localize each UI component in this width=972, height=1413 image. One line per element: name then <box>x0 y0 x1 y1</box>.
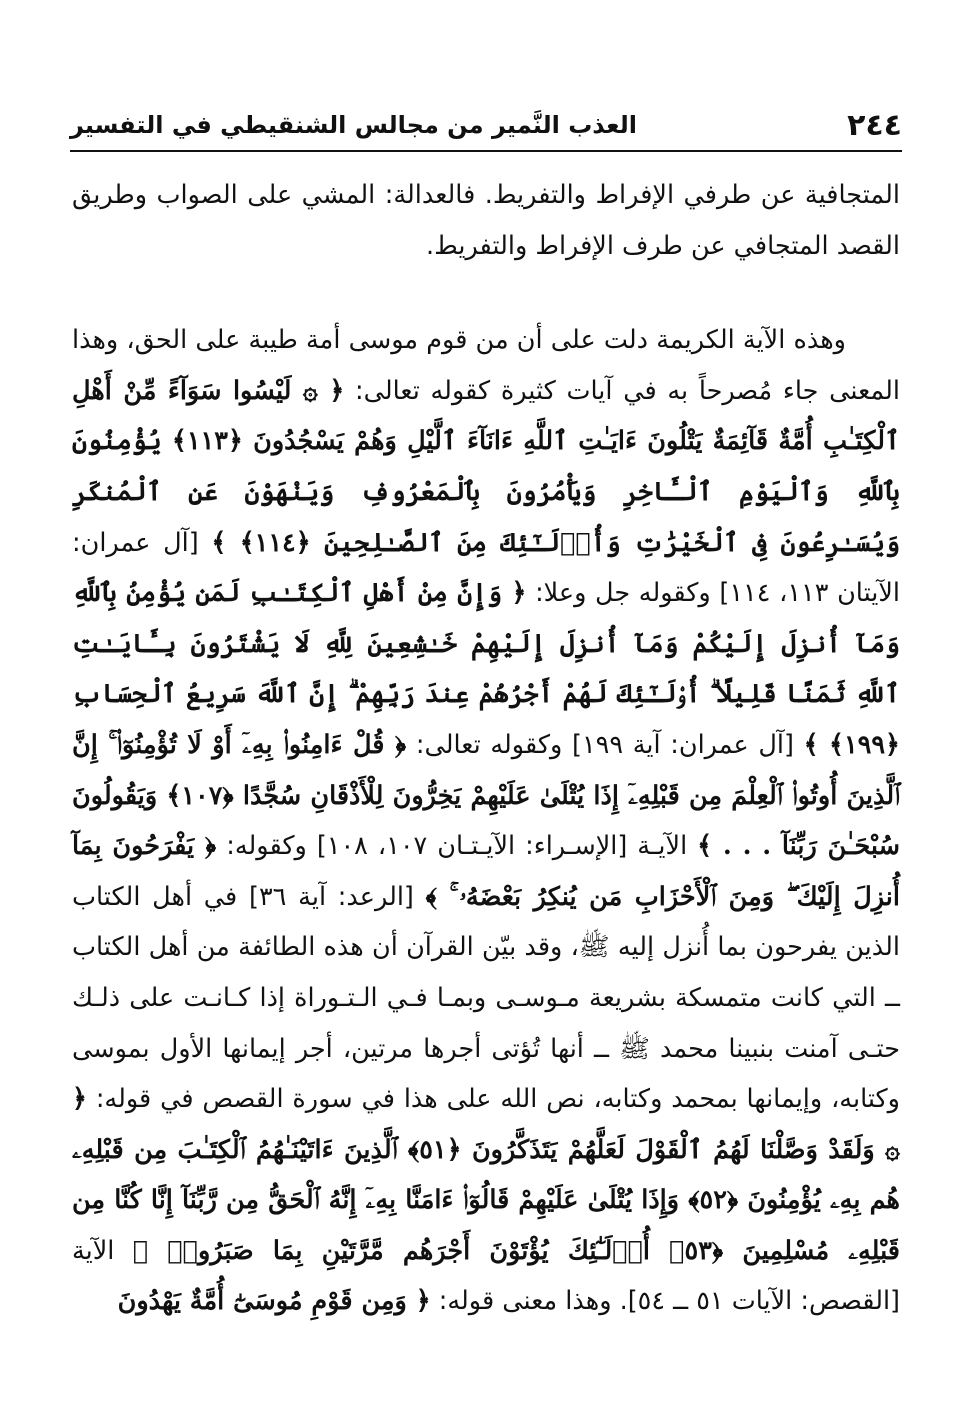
paragraph-1-text: المتجافية عن طرفي الإفراط والتفريط. فالعدالة: المشي على الصواب وطريق القصد المتجافي عن طرف الإفراط والتفريط. <box>72 180 900 261</box>
quran-verse-ar-rad-36: ﴿ يَفْرَحُونَ بِمَآ أُنزِلَ إِلَيْكَ ۖ وَمِنَ ٱلْأَحْزَابِ مَن يُنكِرُ بَعْضَهُۥ ۚ ﴾ <box>72 831 900 912</box>
paragraph-2-text-6: الآية [القصص: الآيات ٥١ ــ ٥٤]. وهذا معنى قوله: <box>72 1235 900 1317</box>
paragraph-2-text-5: [الرعد: آية ٣٦] في أهل الكتاب الذين يفرحون بما أُنزل إليه ﷺ، وقد بيّن القرآن أن هذه الطائفة من أهل الكتاب ــ التي كانت متمسكة بشريعة مـوسـى وبمـا فـي الـتـوراة إذا كـانـت على ذلـك حتـى آمنت بنبينا محمد ﷺ ــ أنها تُؤتى أجرها مرتين، أجر إيمانها الأول بموسى وكتابه، وإيمانها بمحمد وكتابه، نص الله على هذا في سورة القصص في قوله: <box>72 881 900 1115</box>
running-title: العذب النَّمير من مجالس الشنقيطي في التفسير <box>70 111 637 139</box>
quran-verse-al-imran-199: ﴿ وَإِنَّ مِنْ أَهْلِ ٱلْكِتَـٰبِ لَمَن يُؤْمِنُ بِٱللَّهِ وَمَآ أُنزِلَ إِلَيْكُمْ وَمَآ أُنزِلَ إِلَيْهِمْ خَـٰشِعِينَ لِلَّهِ لَا يَشْتَرُونَ بِـَٔايَـٰتِ ٱللَّهِ ثَمَنًا قَلِيلًا ۗ أُو۟لَـٰٓئِكَ لَهُمْ أَجْرُهُمْ عِندَ رَبِّهِمْ ۗ إِنَّ ٱللَّهَ سَرِيعُ ٱلْحِسَابِ ﴿١٩٩﴾ ﴾ <box>72 578 900 760</box>
paragraph-2-text-2: [آل عمران: الآيتان ١١٣، ١١٤] وكقوله جل وعلا: <box>72 527 900 609</box>
page-number: ٢٤٤ <box>847 107 902 143</box>
page-header <box>70 102 902 148</box>
body-text <box>72 170 900 1327</box>
quran-verse-al-imran-113-114: ﴿ ۞ لَيْسُوا سَوَآءً مِّنْ أَهْلِ ٱلْكِتَـٰبِ أُمَّةٌ قَآئِمَةٌ يَتْلُونَ ءَايَـٰتِ ٱللَّهِ ءَانَآءَ ٱلَّيْلِ وَهُمْ يَسْجُدُونَ ﴿١١٣﴾ يُؤْمِنُونَ بِٱللَّهِ وَٱلْيَوْمِ ٱلْـَٔاخِرِ وَيَأْمُرُونَ بِٱلْمَعْرُوفِ وَيَنْهَوْنَ عَنِ ٱلْمُنكَرِ وَيُسَـٰرِعُونَ فِى ٱلْخَيْرَٰتِ وَأُو۟لَـٰٓئِكَ مِنَ ٱلصَّـٰلِحِينَ ﴿١١٤﴾ ﴾ <box>72 375 901 558</box>
paragraph-2-text-3: [آل عمران: آية ١٩٩] وكقوله تعالى: <box>406 729 804 760</box>
quran-verse-al-qasas-51-54: ﴿ ۞ وَلَقَدْ وَصَّلْنَا لَهُمُ ٱلْقَوْلَ لَعَلَّهُمْ يَتَذَكَّرُونَ ﴿٥١﴾ ٱلَّذِينَ ءَاتَيْنَـٰهُمُ ٱلْكِتَـٰبَ مِن قَبْلِهِۦ هُم بِهِۦ يُؤْمِنُونَ ﴿٥٢﴾ وَإِذَا يُتْلَىٰ عَلَيْهِمْ قَالُوٓا۟ ءَامَنَّا بِهِۦٓ إِنَّهُ ٱلْحَقُّ مِن رَّبِّنَآ إِنَّا كُنَّا مِن قَبْلِهِۦ مُسْلِمِينَ ﴿٥٣﴾ أُو۟لَـٰٓئِكَ يُؤْتَوْنَ أَجْرَهُم مَّرَّتَيْنِ بِمَا صَبَرُوا۟ ﴾ <box>72 1084 900 1266</box>
paragraph-2 <box>72 315 900 1327</box>
paragraph-1 <box>72 170 900 271</box>
quran-verse-al-isra-107-108: ﴿ قُلْ ءَامِنُوا۟ بِهِۦٓ أَوْ لَا تُؤْمِنُوٓا۟ ۚ إِنَّ ٱلَّذِينَ أُوتُوا۟ ٱلْعِلْمَ مِن قَبْلِهِۦٓ إِذَا يُتْلَىٰ عَلَيْهِمْ يَخِرُّونَ لِلْأَذْقَانِ سُجَّدًا ﴿١٠٧﴾ وَيَقُولُونَ سُبْحَـٰنَ رَبِّنَآ . . . ﴾ <box>72 729 900 862</box>
paragraph-2-text-1: وهذه الآية الكريمة دلت على أن من قوم موسى أمة طيبة على الحق، وهذا المعنى جاء مُصرحاً به في آيات كثيرة كقوله تعالى: <box>72 325 900 406</box>
quran-verse-al-araf-159: ﴿ وَمِن قَوْمِ مُوسَىٰٓ أُمَّةٌ يَهْدُونَ <box>117 1286 431 1317</box>
paragraph-2-text-4: الآيـة [الإسـراء: الآيـتـان ١٠٧، ١٠٨] وكقوله: <box>216 831 698 862</box>
paragraph-gap <box>72 271 900 315</box>
header-divider <box>70 150 902 152</box>
